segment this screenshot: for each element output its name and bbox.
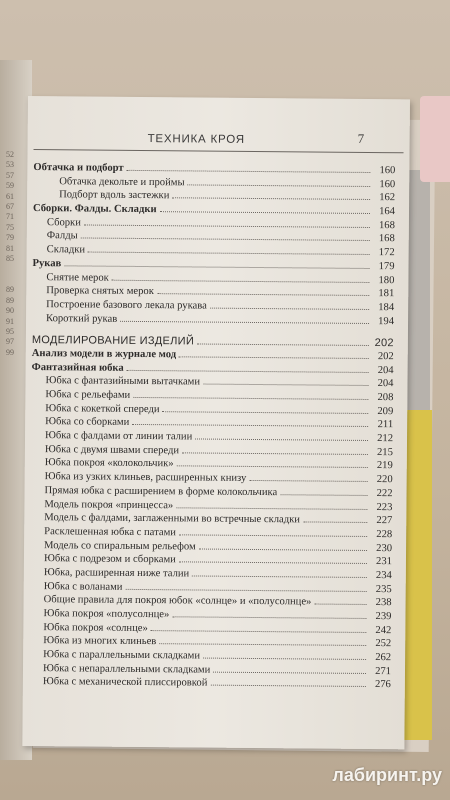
toc-entry-title: Юбка покроя «солнце» (43, 621, 148, 634)
toc-entry-title: Короткий рукав (46, 312, 118, 325)
toc-entry-page: 215 (376, 446, 393, 458)
left-page-number (0, 421, 14, 431)
left-page-number: 97 (6, 337, 14, 347)
toc-leader-dots (81, 238, 370, 242)
left-page-number: 79 (6, 233, 14, 243)
left-page-number (0, 473, 14, 483)
toc-entry-title: Юбка с механической плиссировкой (42, 676, 208, 690)
toc-entry-title: Подборт вдоль застежки (59, 189, 170, 202)
left-page-number (0, 452, 14, 462)
toc-entry-page: 220 (376, 474, 393, 486)
left-page-number (0, 431, 14, 441)
table-of-contents (29, 162, 396, 693)
toc-entry-title: Юбка с воланами (43, 580, 123, 593)
toc-entry-page: 202 (377, 351, 394, 363)
toc-entry-title: Построение базового лекала рукава (46, 299, 207, 312)
left-page-number: 61 (6, 191, 14, 201)
toc-entry-page: 276 (374, 679, 391, 691)
toc-leader-dots (177, 466, 368, 469)
watermark-logo: лабиринт.ру (332, 765, 442, 785)
toc-leader-dots (133, 397, 368, 400)
book-spine-yellow (404, 410, 432, 740)
toc-entry-page: 222 (376, 487, 393, 500)
book-page (22, 96, 410, 749)
toc-leader-dots (303, 522, 367, 524)
left-page-number (0, 504, 14, 514)
toc-leader-dots (64, 265, 369, 269)
toc-entry-page: 242 (375, 624, 392, 636)
header-rule (34, 149, 404, 153)
toc-leader-dots (280, 494, 367, 496)
toc-leader-dots (172, 198, 370, 201)
left-page-number: 95 (6, 326, 14, 336)
toc-entry (29, 676, 391, 693)
left-page-number: 71 (6, 212, 14, 222)
toc-entry-title: Обтачка декольте и проймы (59, 175, 185, 189)
toc-leader-dots (160, 211, 370, 214)
toc-entry-title: Анализ модели в журнале мод (31, 347, 177, 361)
left-page-number: 90 (6, 306, 14, 316)
toc-leader-dots (182, 452, 368, 455)
toc-entry-title: Юбка покроя «колокольчик» (44, 457, 174, 470)
toc-entry-page: 211 (377, 419, 394, 431)
toc-entry-title: Юбка с рельефами (45, 389, 131, 401)
left-page-number: 85 (6, 254, 14, 264)
toc-entry-page: 238 (375, 597, 392, 609)
toc-entry-page: 202 (374, 337, 394, 350)
toc-entry-page: 239 (375, 611, 392, 623)
toc-entry-title: Расклешенная юбка с патами (44, 526, 177, 539)
left-page-number: 91 (6, 316, 14, 326)
toc-entry-page: 168 (378, 219, 395, 231)
toc-leader-dots (179, 562, 367, 565)
left-page-number (0, 441, 14, 451)
toc-leader-dots (314, 604, 366, 605)
toc-leader-dots (179, 534, 367, 537)
left-page-number: 53 (6, 160, 14, 170)
pink-object (420, 96, 450, 182)
toc-leader-dots (199, 548, 367, 550)
toc-entry-page: 223 (376, 501, 393, 513)
toc-leader-dots (127, 170, 371, 173)
toc-entry-page: 172 (378, 247, 395, 259)
toc-leader-dots (172, 616, 366, 619)
toc-entry-title: Юбка из узких клиньев, расширенных книзу (44, 471, 247, 485)
toc-entry-page: 209 (377, 405, 394, 417)
toc-entry-title: Юбка с фалдами от линии талии (44, 430, 193, 443)
toc-leader-dots (188, 184, 371, 187)
toc-entry-page: 160 (379, 165, 396, 177)
left-page-number (0, 493, 14, 503)
toc-entry-title: Юбка покроя «полусолнце» (43, 608, 170, 621)
toc-entry-page: 164 (379, 206, 396, 218)
left-page-number (0, 379, 14, 389)
left-page-number (0, 389, 14, 399)
toc-entry (32, 313, 394, 330)
toc-entry-title: Сборки. Фалды. Складки (32, 203, 157, 216)
running-header: ТЕХНИКА КРОЯ (147, 133, 245, 146)
left-page-numbers (0, 150, 14, 525)
toc-leader-dots (213, 671, 366, 673)
toc-entry-title: Складки (46, 244, 86, 256)
toc-entry-page: 160 (379, 178, 396, 190)
left-page-number: 89 (6, 295, 14, 305)
left-page-number (0, 275, 14, 285)
toc-leader-dots (157, 293, 369, 296)
toc-leader-dots (197, 344, 369, 346)
toc-entry-title: Снятие мерок (46, 271, 109, 284)
toc-leader-dots (192, 575, 367, 578)
toc-entry-title: Модель со спиральным рельефом (44, 539, 196, 553)
toc-leader-dots (151, 630, 367, 633)
toc-entry-page: 208 (377, 392, 394, 404)
left-page-number (0, 264, 14, 274)
toc-entry-page: 204 (377, 364, 394, 376)
left-page-number (0, 514, 14, 524)
toc-leader-dots (120, 320, 369, 323)
left-page-number: 52 (6, 150, 14, 159)
left-page-number: 59 (6, 181, 14, 191)
toc-entry-page: 219 (376, 460, 393, 472)
toc-entry-title: Юбка с подрезом и сборками (43, 553, 176, 566)
toc-leader-dots (84, 224, 370, 227)
toc-entry-page: 180 (378, 274, 395, 286)
toc-entry-title: Обтачка и подборт (33, 162, 124, 174)
toc-entry-title: Фалды (46, 230, 78, 242)
toc-leader-dots (88, 252, 370, 255)
left-page-number: 81 (6, 243, 14, 253)
toc-entry-page: 228 (376, 528, 393, 541)
toc-entry-page: 179 (378, 260, 395, 273)
toc-entry-title: Фантазийная юбка (31, 361, 124, 374)
toc-entry-page: 181 (378, 288, 395, 300)
left-page-number (0, 462, 14, 472)
toc-entry-title: Юбка с кокеткой спереди (45, 402, 160, 415)
toc-leader-dots (195, 439, 368, 442)
toc-leader-dots (210, 685, 365, 687)
left-page-number (0, 358, 14, 368)
toc-entry-page: 271 (375, 665, 392, 677)
toc-entry-page: 204 (377, 378, 394, 390)
toc-entry-title: Юбка, расширенная ниже талии (43, 567, 190, 580)
left-page-number (0, 483, 14, 493)
toc-entry-page: 252 (375, 638, 392, 650)
toc-leader-dots (163, 411, 369, 414)
left-page-number: 99 (6, 347, 14, 357)
toc-entry-page: 231 (376, 556, 392, 568)
toc-entry-page: 212 (377, 433, 394, 445)
toc-leader-dots (125, 588, 366, 591)
toc-entry-title: Рукав (32, 257, 62, 270)
toc-entry-title: Прямая юбка с расширением в форме колокольчика (44, 484, 278, 499)
toc-entry-page: 162 (379, 192, 396, 204)
toc-entry-page: 168 (378, 233, 395, 245)
toc-entry-title: Модель с фалдами, заглаженными во встречные складки (44, 512, 300, 526)
toc-entry-page: 234 (375, 569, 392, 582)
toc-entry-page: 235 (375, 583, 392, 595)
toc-leader-dots (112, 279, 370, 282)
toc-leader-dots (179, 356, 369, 359)
toc-entry-page: 194 (378, 315, 395, 327)
toc-leader-dots (203, 658, 366, 660)
toc-leader-dots (203, 384, 368, 386)
toc-leader-dots (176, 507, 367, 510)
page-number: 7 (357, 130, 365, 146)
toc-entry-title: Общие правила для покроя юбок «солнце» и «полусолнце» (43, 594, 312, 608)
toc-entry-page: 227 (376, 515, 393, 527)
toc-leader-dots (132, 424, 368, 427)
toc-leader-dots (159, 644, 366, 647)
toc-entry-title: Юбка с параллельными складками (43, 649, 201, 662)
left-page-number: 75 (6, 222, 14, 232)
toc-entry-title: Юбка с двумя швами спереди (44, 443, 180, 457)
toc-entry-page: 184 (378, 301, 395, 314)
left-page-number (0, 369, 14, 379)
toc-entry-title: Сборки (46, 216, 81, 229)
toc-entry-title: Модель покроя «принцесса» (44, 498, 174, 511)
toc-entry-title: Юбка с непараллельными складками (42, 662, 211, 676)
left-page-number: 89 (6, 285, 14, 295)
toc-entry-title: Юбка с фантазийными вытачками (45, 375, 201, 388)
toc-leader-dots (249, 480, 367, 482)
toc-leader-dots (210, 307, 369, 309)
toc-entry-title: Юбка со сборками (45, 416, 130, 429)
left-page-number (0, 410, 14, 420)
left-page-number: 57 (6, 170, 14, 180)
left-page-number (0, 400, 14, 410)
toc-entry-title: Юбка из многих клиньев (43, 635, 157, 648)
toc-entry-title: Проверка снятых мерок (46, 285, 154, 298)
left-page-number: 67 (6, 202, 14, 212)
toc-leader-dots (127, 369, 369, 372)
toc-entry-page: 262 (375, 652, 392, 664)
toc-entry-title: МОДЕЛИРОВАНИЕ ИЗДЕЛИЙ (31, 334, 195, 348)
toc-entry-page: 230 (376, 542, 393, 554)
